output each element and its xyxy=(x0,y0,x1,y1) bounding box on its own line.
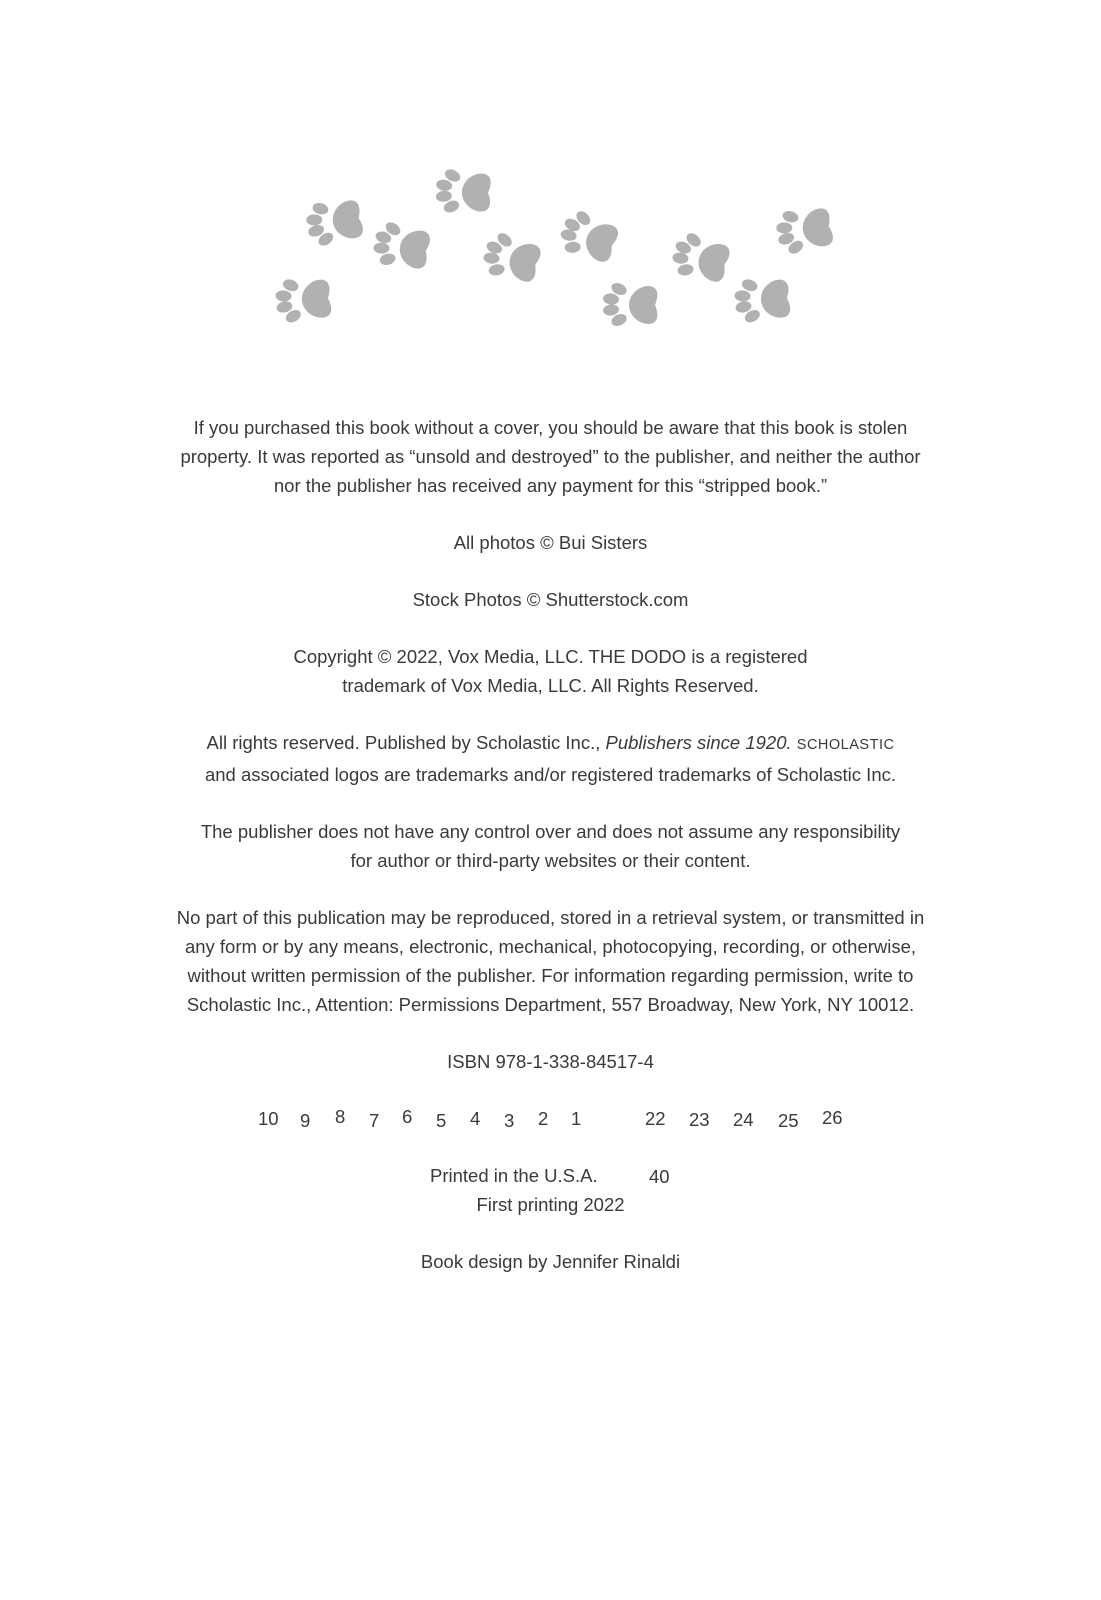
responsibility-notice xyxy=(150,817,951,875)
permissions-line: without written permission of the publisher. For information regarding permission, write to xyxy=(187,965,914,986)
printed-in: Printed in the U.S.A. xyxy=(430,1165,598,1186)
publisher-line-text: and associated logos are trademarks and/or registered trademarks of Scholastic Inc. xyxy=(204,764,896,785)
print-number: 26 xyxy=(822,1107,843,1128)
paw-print-icon xyxy=(370,218,433,275)
paw-print-icon xyxy=(667,228,733,288)
print-number: 6 xyxy=(402,1106,413,1127)
print-number: 1 xyxy=(571,1108,582,1129)
print-number: 22 xyxy=(645,1108,666,1129)
paw-print-icon xyxy=(602,281,657,329)
permissions-line: No part of this publication may be reproduced, stored in a retrieval system, or transmitted in xyxy=(176,907,925,928)
printing-info xyxy=(150,1161,951,1219)
publisher-line-text: All rights reserved. Published by Scholastic Inc., xyxy=(206,732,606,753)
first-printing: First printing 2022 xyxy=(476,1194,625,1215)
print-number: 2 xyxy=(538,1108,549,1129)
print-number: 8 xyxy=(335,1106,346,1127)
paw-print-icon xyxy=(732,274,791,326)
notice-line: nor the publisher has received any payment for this “stripped book.” xyxy=(273,475,828,496)
design-credit: Book design by Jennifer Rinaldi xyxy=(420,1251,681,1272)
print-number: 25 xyxy=(778,1110,799,1131)
print-number: 7 xyxy=(369,1110,380,1131)
printed-code: 40 xyxy=(649,1166,670,1187)
notice-line: If you purchased this book without a cover, you should be aware that this book is stolen xyxy=(193,417,908,438)
publisher-notice xyxy=(150,728,951,789)
paw-print-icon xyxy=(554,205,622,269)
print-number: 9 xyxy=(300,1110,311,1131)
responsibility-line: for author or third-party websites or their content. xyxy=(350,850,751,871)
print-number: 3 xyxy=(504,1110,515,1131)
copyright-line: Copyright © 2022, Vox Media, LLC. THE DODO is a registered xyxy=(293,646,808,667)
notice-line: property. It was reported as “unsold and destroyed” to the publisher, and neither the author xyxy=(180,446,921,467)
permissions-line: any form or by any means, electronic, mechanical, photocopying, recording, or otherwise, xyxy=(184,936,917,957)
responsibility-line: The publisher does not have any control over and does not assume any responsibility xyxy=(200,821,901,842)
copyright-line: trademark of Vox Media, LLC. All Rights Reserved. xyxy=(342,675,759,696)
isbn: ISBN 978-1-338-84517-4 xyxy=(447,1051,654,1072)
copyright-page-text xyxy=(150,413,951,1304)
print-number: 24 xyxy=(733,1109,754,1130)
paw-print-icon xyxy=(435,167,492,217)
paw-prints-decoration xyxy=(0,0,1101,360)
publisher-brand: SCHOLASTIC xyxy=(796,737,895,753)
print-number: 10 xyxy=(258,1108,279,1129)
print-number: 5 xyxy=(436,1110,447,1131)
stripped-book-notice xyxy=(150,413,951,500)
printing-number-line xyxy=(150,1104,951,1133)
copyright-notice xyxy=(150,642,951,700)
paw-print-icon xyxy=(478,228,544,288)
paw-print-icon xyxy=(303,194,366,251)
permissions-line: Scholastic Inc., Attention: Permissions Department, 557 Broadway, New York, NY 10012. xyxy=(186,994,915,1015)
paw-print-icon xyxy=(773,202,836,259)
paw-print-icon xyxy=(273,274,332,326)
publisher-tagline: Publishers since 1920. xyxy=(605,732,792,753)
permissions-notice xyxy=(150,903,951,1019)
photos-credit: All photos © Bui Sisters xyxy=(453,532,648,553)
stock-photos-credit: Stock Photos © Shutterstock.com xyxy=(412,589,689,610)
print-number: 4 xyxy=(470,1108,481,1129)
print-number: 23 xyxy=(689,1109,710,1130)
